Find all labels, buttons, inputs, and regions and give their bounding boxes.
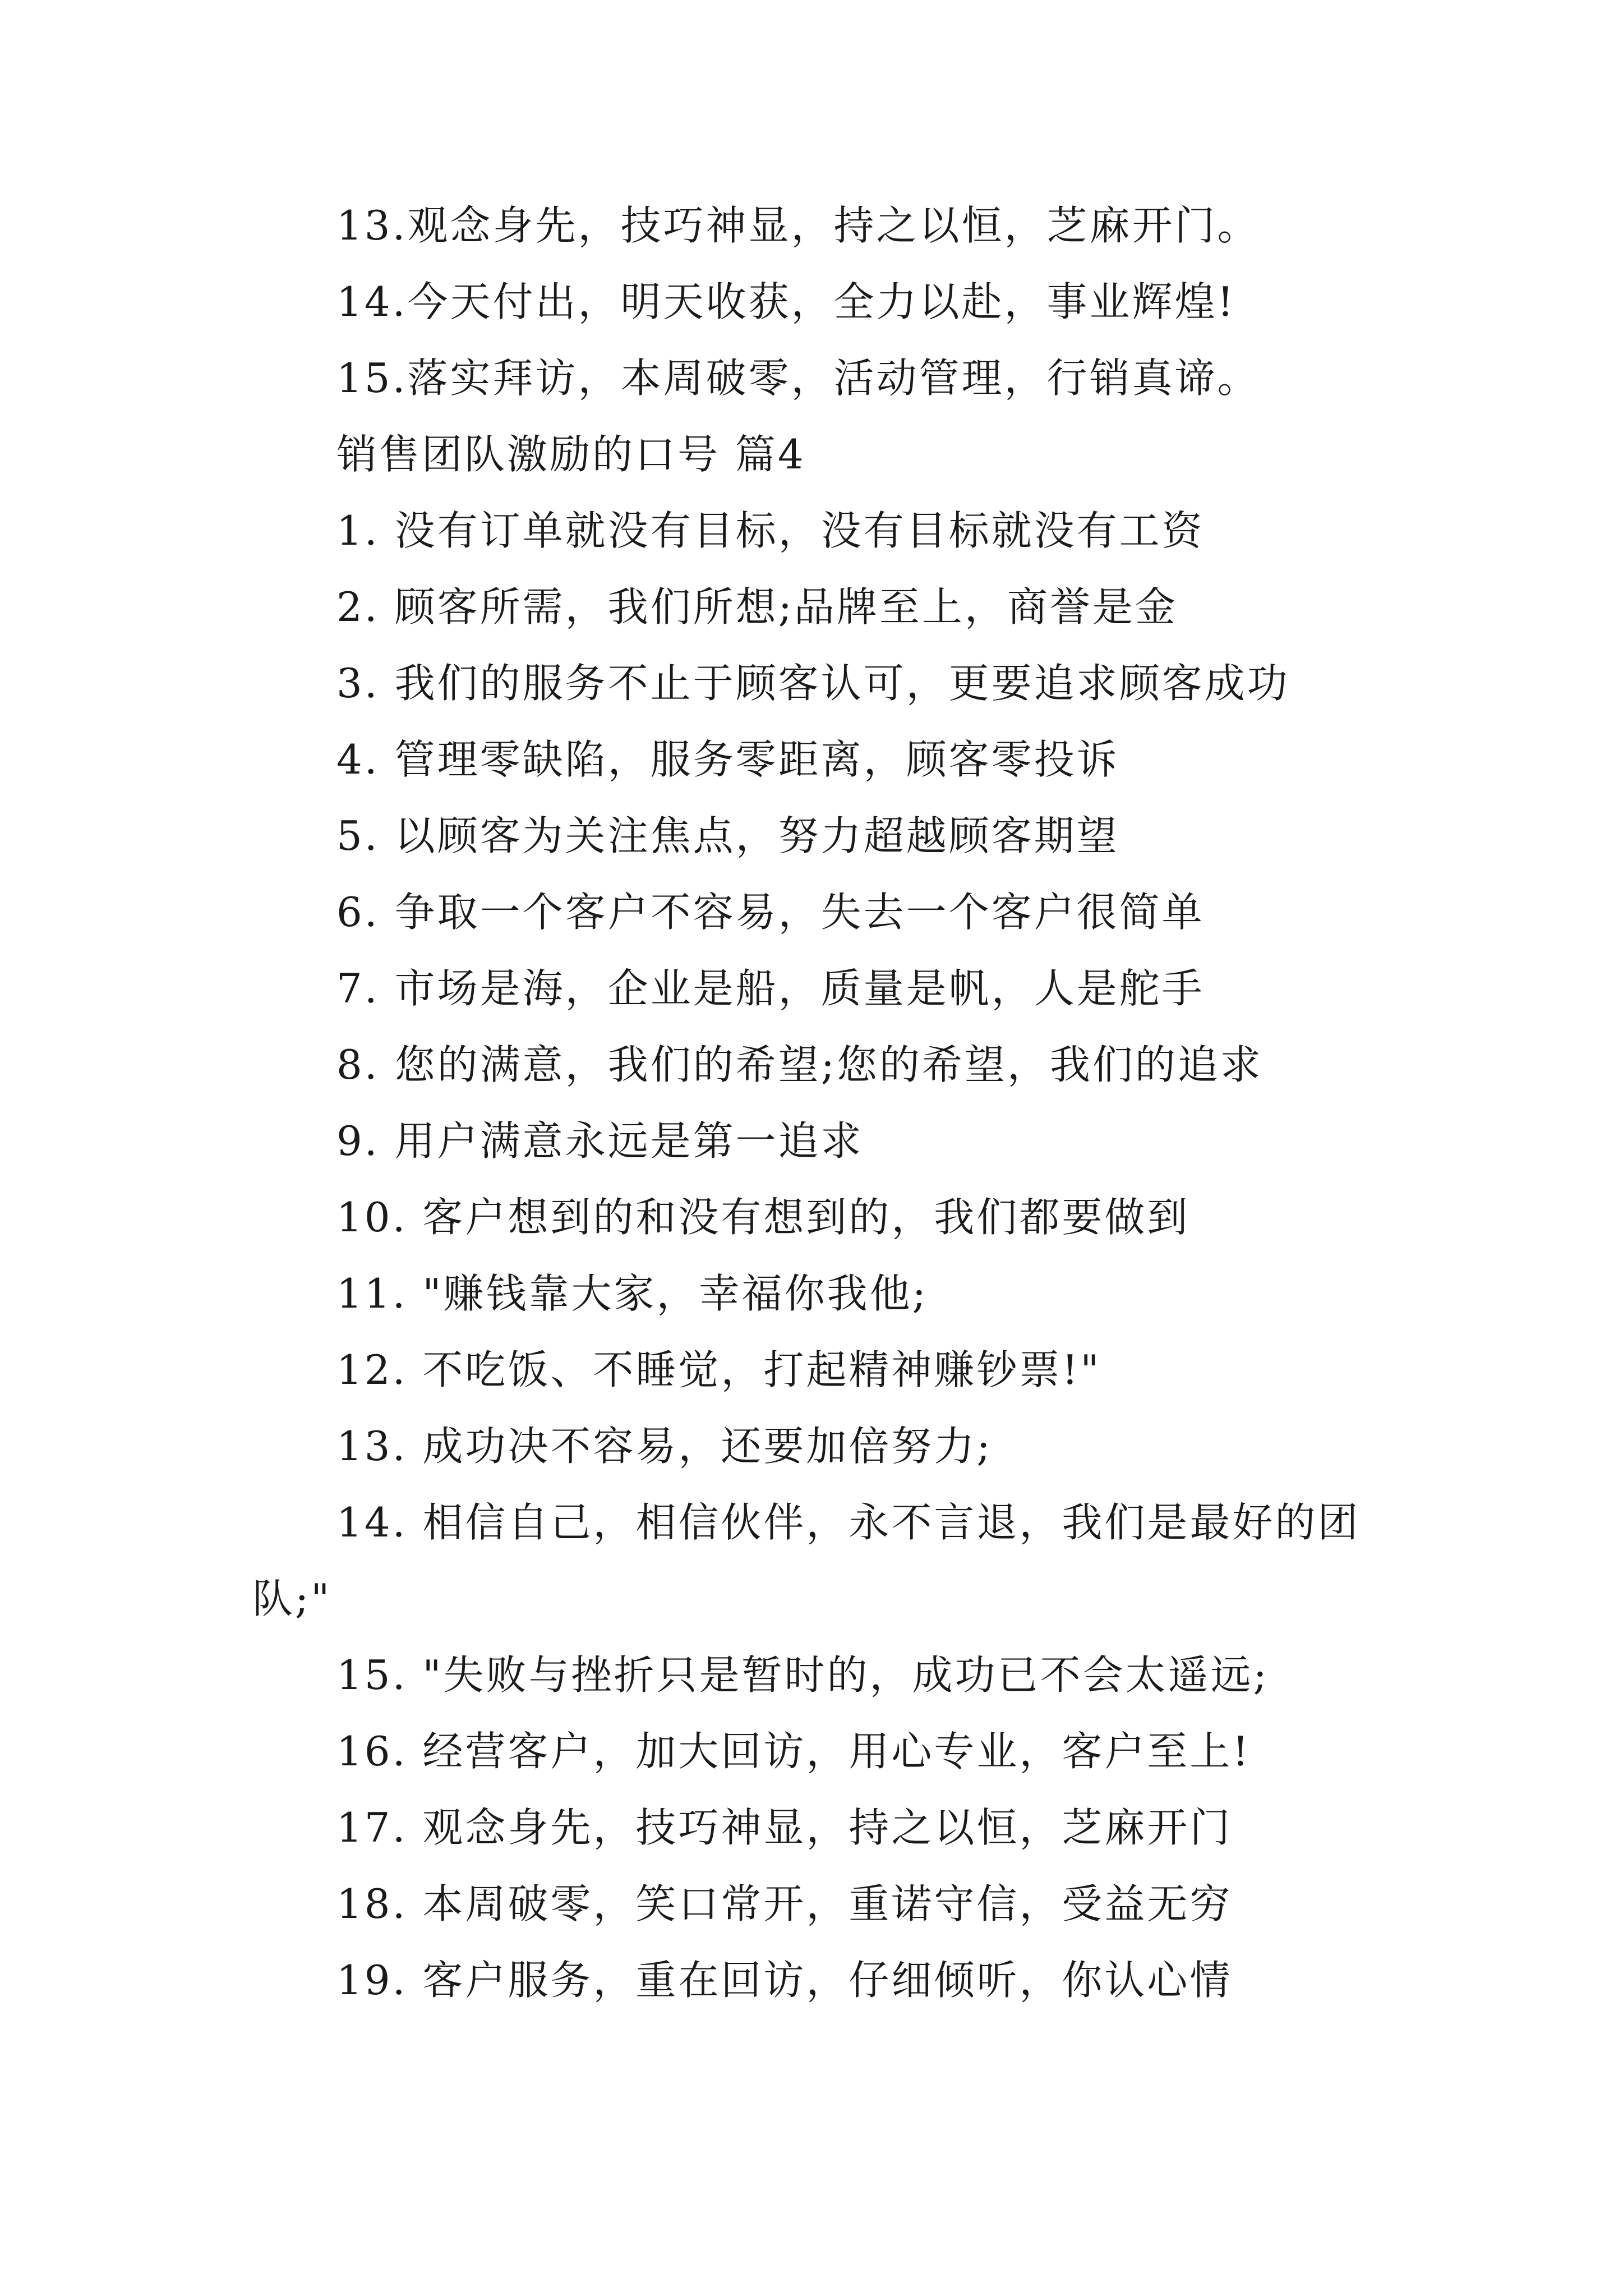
- text-line: 3. 我们的服务不止于顾客认可，更要追求顾客成功: [336, 660, 1290, 707]
- section-heading: 销售团队激励的口号 篇4: [336, 431, 806, 478]
- text-line: 10. 客户想到的和没有想到的，我们都要做到: [336, 1194, 1190, 1241]
- text-line: 13. 成功决不容易，还要加倍努力;: [336, 1423, 993, 1470]
- text-line: 6. 争取一个客户不容易，失去一个客户很简单: [336, 889, 1205, 936]
- text-line: 1. 没有订单就没有目标，没有目标就没有工资: [336, 507, 1205, 554]
- text-line: 12. 不吃饭、不睡觉，打起精神赚钞票!": [336, 1346, 1101, 1393]
- text-line: 11. "赚钱靠大家，幸福你我他;: [336, 1270, 928, 1317]
- text-line: 15. "失败与挫折只是暂时的，成功已不会太遥远;: [336, 1651, 1269, 1699]
- text-line: 15.落实拜访，本周破零，活动管理，行销真谛。: [336, 355, 1260, 402]
- text-line: 18. 本周破零，笑口常开，重诺守信，受益无穷: [336, 1880, 1233, 1927]
- text-line: 17. 观念身先，技巧神显，持之以恒，芝麻开门: [336, 1804, 1233, 1851]
- text-line: 9. 用户满意永远是第一追求: [336, 1117, 864, 1165]
- text-line: 4. 管理零缺陷，服务零距离，顾客零投诉: [336, 736, 1119, 783]
- text-line: 8. 您的满意，我们的希望;您的希望，我们的追求: [336, 1041, 1263, 1088]
- text-line: 14.今天付出，明天收获，全力以赴，事业辉煌!: [336, 278, 1236, 325]
- text-line: 19. 客户服务，重在回访，仔细倾听，你认心情: [336, 1957, 1233, 2004]
- text-line: 5. 以顾客为关注焦点，努力超越顾客期望: [336, 812, 1119, 859]
- text-line: 14. 相信自己，相信伙伴，永不言退，我们是最好的团: [336, 1499, 1361, 1546]
- text-line: 16. 经营客户，加大回访，用心专业，客户至上!: [336, 1728, 1251, 1775]
- text-line: 2. 顾客所需，我们所想;品牌至上，商誉是金: [336, 583, 1178, 631]
- text-line-continuation: 队;": [252, 1575, 332, 1622]
- text-line: 7. 市场是海，企业是船，质量是帆，人是舵手: [336, 965, 1205, 1012]
- text-line: 13.观念身先，技巧神显，持之以恒，芝麻开门。: [336, 202, 1260, 249]
